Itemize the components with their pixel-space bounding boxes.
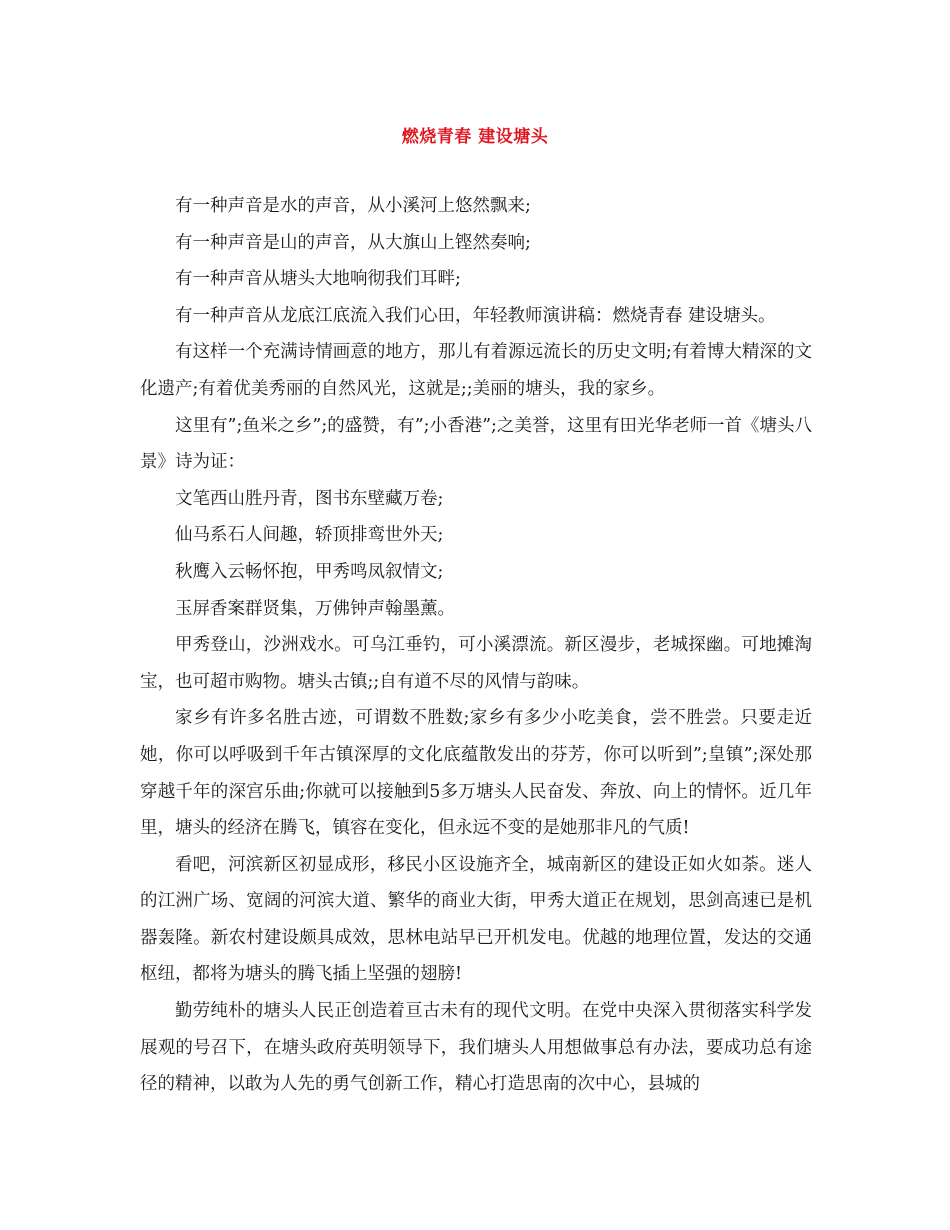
document-body xyxy=(140,188,812,1103)
poem-line: 玉屏香案群贤集，万佛钟声翰墨薰。 xyxy=(175,598,455,619)
document-title: 燃烧青春 建设塘头 xyxy=(401,127,549,147)
paragraph: 家乡有许多名胜古迹，可谓数不胜数;家乡有多少小吃美食，尝不胜尝。只要走近她，你可以呼吸到千年古镇深厚的文化底蕴散发出的芬芳，你可以听到”;皇镇”;深处那穿越千年的深宫乐曲;你就可以接触到5多万塘头人民奋发、奔放、向上的情怀。近几年里，塘头的经济在腾飞，镇容在变化，但永远不变的是她那非凡的气质! xyxy=(140,708,812,839)
paragraph: 甲秀登山，沙洲戏水。可乌江垂钓，可小溪漂流。新区漫步，老城探幽。可地摊淘宝，也可超市购物。塘头古镇;;自有道不尽的风情与韵味。 xyxy=(140,635,812,692)
paragraph: 勤劳纯朴的塘头人民正创造着亘古未有的现代文明。在党中央深入贯彻落实科学发展观的号召下，在塘头政府英明领导下，我们塘头人用想做事总有办法，要成功总有途径的精神，以敢为人先的勇气创新工作，精心打造思南的次中心，县城的 xyxy=(140,1001,812,1095)
paragraph: 有一种声音从塘头大地响彻我们耳畔; xyxy=(175,269,461,290)
paragraph: 有一种声音从龙底江底流入我们心田，年轻教师演讲稿：燃烧青春 建设塘头。 xyxy=(175,305,776,326)
paragraph: 有一种声音是水的声音，从小溪河上悠然飘来; xyxy=(175,196,531,216)
poem-line: 秋鹰入云畅怀抱，甲秀鸣凤叙情文; xyxy=(175,561,444,582)
paragraph: 这里有”;鱼米之乡”;的盛赞，有”;小香港”;之美誉，这里有田光华老师一首《塘头八景》诗为证： xyxy=(140,415,812,473)
paragraph: 有一种声音是山的声音，从大旗山上铿然奏响; xyxy=(175,232,531,253)
paragraph: 看吧，河滨新区初显成形，移民小区设施齐全，城南新区的建设正如火如荼。迷人的江洲广场、宽阔的河滨大道、繁华的商业大街，甲秀大道正在规划，思剑高速已是机器轰隆。新农村建设颇具成效，思林电站早已开机发电。优越的地理位置，发达的交通枢纽，都将为塘头的腾飞插上坚强的翅膀! xyxy=(140,854,812,985)
paragraph: 有这样一个充满诗情画意的地方，那儿有着源远流长的历史文明;有着博大精深的文化遗产;有着优美秀丽的自然风光，这就是;;美丽的塘头，我的家乡。 xyxy=(140,342,812,399)
poem-line: 文笔西山胜丹青，图书东壁藏万卷; xyxy=(175,488,444,509)
poem-line: 仙马系石人间趣，轿顶排鸾世外天; xyxy=(175,525,444,546)
